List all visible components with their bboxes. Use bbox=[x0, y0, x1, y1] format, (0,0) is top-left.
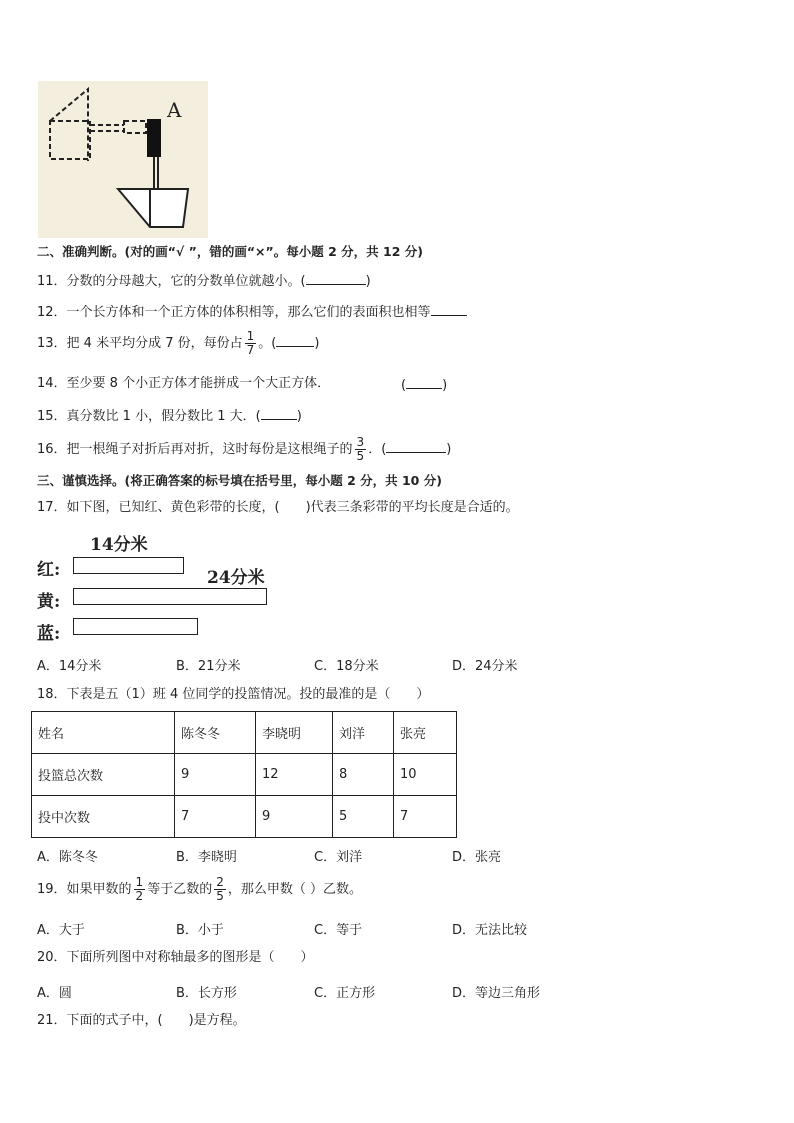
q12-text: 12．一个长方体和一个正方体的体积相等，那么它们的表面积也相等 bbox=[37, 305, 431, 320]
q19-option-a[interactable]: A．大于 bbox=[37, 923, 85, 938]
q17-option-d[interactable]: D．24分米 bbox=[452, 659, 518, 674]
q16-answer-blank[interactable] bbox=[386, 440, 446, 453]
table-cell: 8 bbox=[333, 754, 394, 796]
table-cell: 5 bbox=[333, 796, 394, 838]
question-17: 17．如下图，已知红、黄色彩带的长度，( )代表三条彩带的平均长度是合适的。 bbox=[37, 500, 519, 515]
question-18: 18．下表是五（1）班 4 位同学的投篮情况。投的最准的是（ ） bbox=[37, 687, 430, 702]
table-cell: 9 bbox=[175, 754, 256, 796]
question-20: 20．下面所列图中对称轴最多的图形是（ ） bbox=[37, 950, 314, 965]
table-cell: 10 bbox=[394, 754, 457, 796]
q14-answer: ( ) bbox=[401, 378, 448, 393]
q15-close: ) bbox=[296, 409, 302, 424]
q11-answer-blank[interactable] bbox=[306, 272, 366, 285]
q19-fraction-2: $\frac{2}{5}$ bbox=[216, 875, 224, 903]
q16-close: ) bbox=[446, 442, 452, 457]
yellow-ribbon-bar bbox=[73, 588, 267, 605]
section3-header: 三、谨慎选择。(将正确答案的标号填在括号里，每小题 2 分，共 10 分) bbox=[37, 473, 442, 488]
q17-option-a[interactable]: A．14分米 bbox=[37, 659, 102, 674]
q16-fraction: $\frac{3}{5}$ bbox=[356, 435, 365, 463]
q18-option-b[interactable]: B．李晓明 bbox=[176, 850, 237, 865]
q17-option-c[interactable]: C．18分米 bbox=[314, 659, 379, 674]
table-row bbox=[32, 754, 457, 796]
table-header-cell: 刘洋 bbox=[333, 712, 394, 754]
q19-pre: 19．如果甲数的 bbox=[37, 882, 132, 897]
q18-option-a[interactable]: A．陈冬冬 bbox=[37, 850, 98, 865]
q11-text: 11．分数的分母越大，它的分数单位就越小。( bbox=[37, 274, 306, 289]
question-11 bbox=[37, 272, 371, 290]
q13-close: ) bbox=[314, 336, 320, 351]
q19-option-b[interactable]: B．小于 bbox=[176, 923, 224, 938]
question-15 bbox=[37, 407, 302, 425]
table-cell: 7 bbox=[175, 796, 256, 838]
section2-header: 二、准确判断。(对的画“√ ”，错的画“×”。每小题 2 分，共 12 分) bbox=[37, 244, 423, 259]
question-12 bbox=[37, 303, 467, 321]
blue-ribbon-bar bbox=[73, 618, 198, 635]
yellow-ribbon-label: 黄: bbox=[37, 592, 61, 612]
q13-fraction: $\frac{1}{7}$ bbox=[246, 329, 255, 357]
q19-fraction-1: $\frac{1}{2}$ bbox=[135, 875, 144, 903]
table-cell: 7 bbox=[394, 796, 457, 838]
table-header-cell: 张亮 bbox=[394, 712, 457, 754]
flag-drawing bbox=[38, 81, 208, 238]
q18-option-d[interactable]: D．张亮 bbox=[452, 850, 502, 865]
table-header-cell: 陈冬冬 bbox=[175, 712, 256, 754]
question-21: 21．下面的式子中，( )是方程。 bbox=[37, 1013, 246, 1028]
q16-pre: 16．把一根绳子对折后再对折，这时每份是这根绳子的 bbox=[37, 442, 353, 457]
q11-close: ) bbox=[365, 274, 371, 289]
table-header-cell: 姓名 bbox=[32, 712, 175, 754]
q19-option-c[interactable]: C．等于 bbox=[314, 923, 363, 938]
q13-pre: 13．把 4 米平均分成 7 份，每份占 bbox=[37, 336, 243, 351]
q20-option-a[interactable]: A．圆 bbox=[37, 986, 72, 1001]
table-row bbox=[32, 796, 457, 838]
q20-option-b[interactable]: B．长方形 bbox=[176, 986, 237, 1001]
question-13 bbox=[37, 330, 319, 357]
table-header-row bbox=[32, 712, 457, 754]
flag-figure bbox=[38, 81, 208, 238]
red-ribbon-length: 14分米 bbox=[90, 535, 148, 555]
q13-answer-blank[interactable] bbox=[276, 334, 314, 347]
shooting-table bbox=[31, 711, 457, 838]
table-cell: 投篮总次数 bbox=[32, 754, 175, 796]
question-16 bbox=[37, 436, 451, 463]
yellow-ribbon-length: 24分米 bbox=[207, 568, 265, 588]
q12-answer-blank[interactable] bbox=[431, 303, 467, 316]
q14-answer-blank[interactable] bbox=[406, 376, 442, 389]
q14-text: 14．至少要 8 个小正方体才能拼成一个大正方体． bbox=[37, 376, 331, 391]
figure-label-a: A bbox=[167, 98, 182, 122]
q17-option-b[interactable]: B．21分米 bbox=[176, 659, 241, 674]
red-ribbon-label: 红: bbox=[37, 560, 61, 580]
table-cell: 投中次数 bbox=[32, 796, 175, 838]
red-ribbon-bar bbox=[73, 557, 184, 574]
q13-post: 。( bbox=[258, 336, 277, 351]
question-14 bbox=[37, 376, 448, 393]
q16-post: ．( bbox=[368, 442, 387, 457]
table-cell: 12 bbox=[256, 754, 333, 796]
blue-ribbon-label: 蓝: bbox=[37, 624, 61, 644]
table-header-cell: 李晓明 bbox=[256, 712, 333, 754]
q18-option-c[interactable]: C．刘洋 bbox=[314, 850, 363, 865]
q19-option-d[interactable]: D．无法比较 bbox=[452, 923, 528, 938]
q20-option-c[interactable]: C．正方形 bbox=[314, 986, 376, 1001]
question-19 bbox=[37, 876, 362, 903]
q20-option-d[interactable]: D．等边三角形 bbox=[452, 986, 541, 1001]
q15-text: 15．真分数比 1 小，假分数比 1 大．( bbox=[37, 409, 261, 424]
table-cell: 9 bbox=[256, 796, 333, 838]
q19-mid: 等于乙数的 bbox=[147, 882, 213, 897]
q19-post: ，那么甲数（ ）乙数。 bbox=[227, 882, 362, 897]
q15-answer-blank[interactable] bbox=[261, 407, 297, 420]
